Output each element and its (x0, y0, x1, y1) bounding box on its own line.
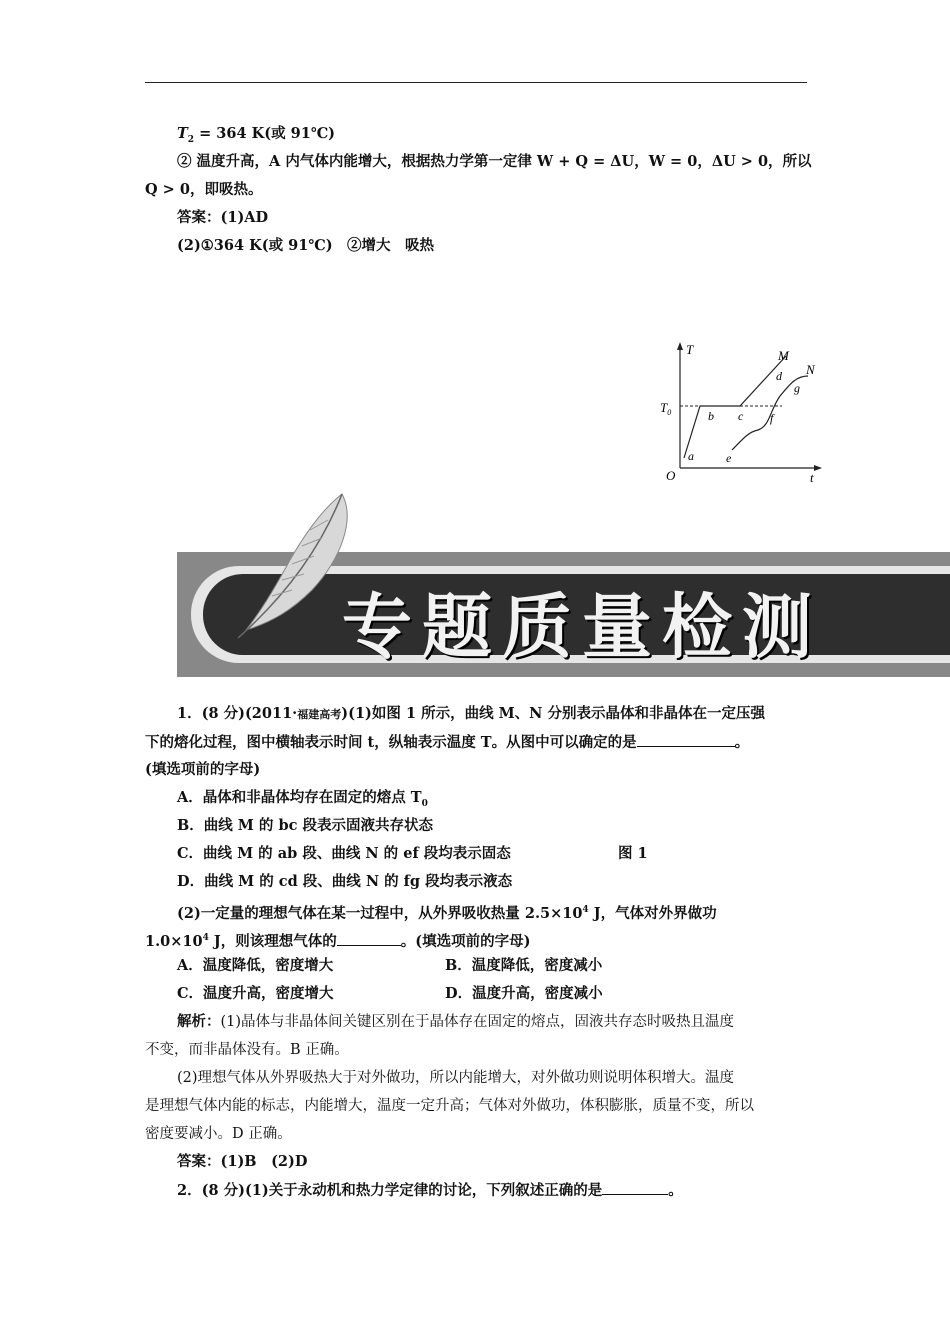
q1-answer: 答案：(1)B (2)D (177, 1153, 308, 1170)
answer-blank[interactable] (602, 1180, 668, 1195)
analysis-line: (2)理想气体从外界吸热大于对外做功，所以内能增大，对外做功则说明体积增大。温度 (177, 1070, 735, 1086)
label-n: N (806, 362, 815, 377)
analysis-line: 是理想气体内能的标志，内能增大，温度一定升高；气体对外做功，体积膨胀，质量不变，所以 (145, 1098, 754, 1114)
q1-part2-option-a: A．温度降低，密度增大 (177, 957, 334, 974)
q1-part2-stem: $1.0\times 10^4$ J，则该理想气体的 。(填选项前的字母) (145, 932, 531, 950)
label-m: M (778, 348, 789, 363)
label-t0: $T_0$ (660, 400, 672, 417)
curve-m (684, 356, 786, 458)
figure-caption: 图 1 (618, 845, 648, 862)
label-t: T (686, 342, 694, 357)
label-g: g (794, 381, 800, 395)
answer-line: (2)①364 K(或 91℃) ②增大 吸热 (177, 237, 435, 254)
q1-stem: (填选项前的字母) (145, 761, 261, 778)
q1-option-d: D．曲线 M 的 cd 段、曲线 N 的 fg 段均表示液态 (177, 873, 513, 890)
label-f: f (770, 411, 774, 425)
q1-part2-option-b: B．温度降低，密度减小 (445, 957, 603, 974)
label-d: d (776, 369, 782, 383)
y-axis-arrow (677, 342, 683, 350)
q1-part2-stem: (2)一定量的理想气体在某一过程中，从外界吸收热量 $2.5\times 10^4$ J，气体对外界做功 (177, 904, 717, 922)
answer-blank[interactable] (637, 732, 735, 747)
q1-part2-option-c: C．温度升高，密度增大 (177, 985, 334, 1002)
explanation-line: Q > 0，即吸热。 (145, 181, 263, 198)
header-rule (145, 82, 807, 83)
label-c: c (738, 409, 744, 423)
q2-stem: 2．(8 分)(1)关于永动机和热力学定律的讨论，下列叙述正确的是 。 (177, 1182, 683, 1199)
explanation-line: ② 温度升高，A 内气体内能增大，根据热力学第一定律 W + Q = ΔU，W = 0，ΔU > 0，所以 (177, 153, 812, 170)
label-a: a (688, 449, 694, 463)
q1-option-c: C．曲线 M 的 ab 段、曲线 N 的 ef 段均表示固态 (177, 845, 511, 862)
q1-part2-option-d: D．温度升高，密度减小 (445, 985, 603, 1002)
melting-curve-figure (658, 340, 828, 490)
x-axis-arrow (814, 465, 822, 471)
q1-stem: 下的熔化过程，图中横轴表示时间 t，纵轴表示温度 T。从图中可以确定的是 。 (145, 734, 750, 751)
answer-blank[interactable] (337, 931, 401, 946)
label-b: b (708, 409, 714, 423)
label-time: t (810, 470, 814, 485)
banner-title: 专题质量检测 (342, 586, 822, 668)
answer-line: 答案：(1)AD (177, 209, 269, 226)
q1-stem: 1．(8 分)(2011·福建高考)(1)如图 1 所示，曲线 M、N 分别表示晶体和非晶体在一定压强 (177, 705, 765, 722)
analysis-line: 解析：(1)晶体与非晶体间关键区别在于晶体存在固定的熔点，固液共存态时吸热且温度 (177, 1013, 735, 1030)
q1-option-a: A．晶体和非晶体均存在固定的熔点 $T_0$ (177, 789, 428, 809)
q1-option-b: B．曲线 M 的 bc 段表示固液共存状态 (177, 817, 433, 834)
label-origin: O (666, 468, 676, 483)
analysis-line: 密度要减小。D 正确。 (145, 1126, 292, 1142)
feather-icon (232, 490, 362, 640)
t2-result: $T_2 = 364$ K(或 91℃) (177, 125, 336, 145)
analysis-line: 不变，而非晶体没有。B 正确。 (145, 1042, 349, 1058)
label-e: e (726, 451, 732, 465)
